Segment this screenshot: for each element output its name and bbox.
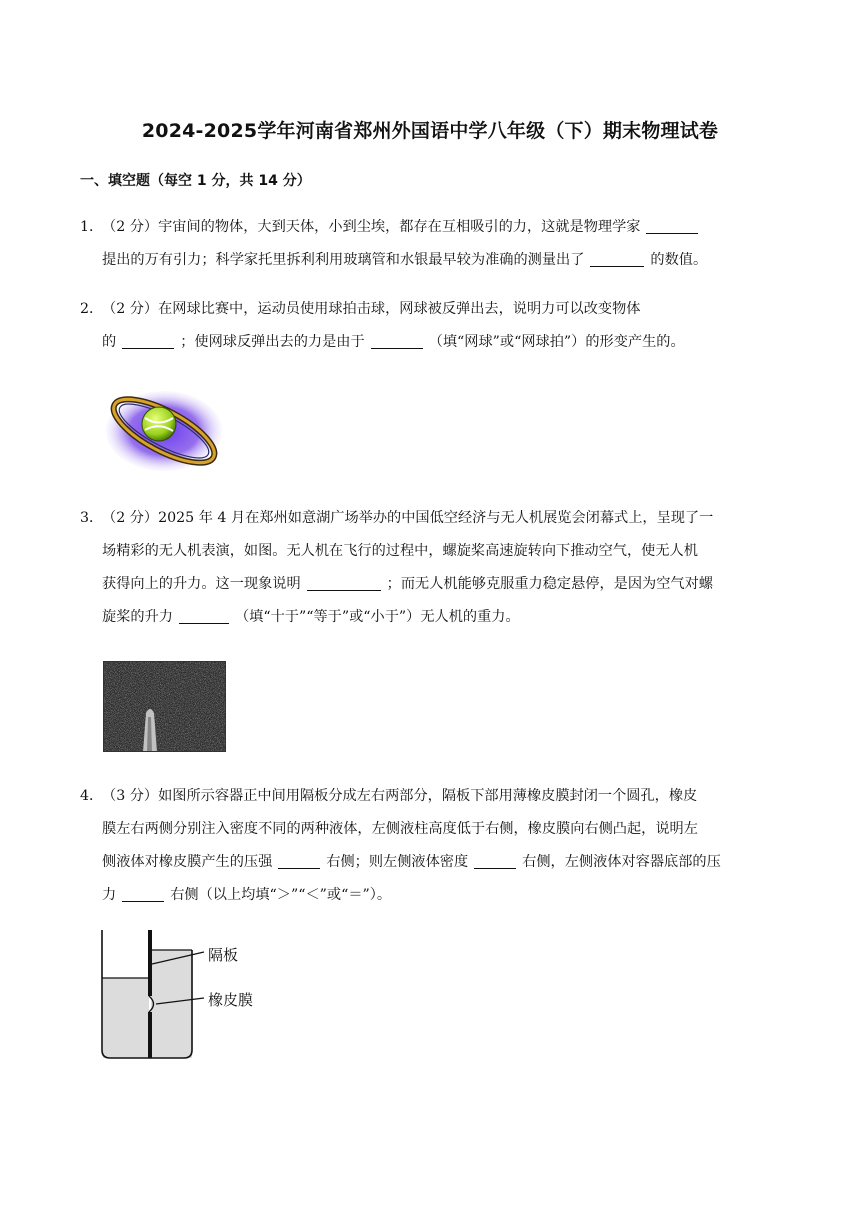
question-text: 提出的万有引力；科学家托里拆利利用玻璃管和水银最早较为准确的测量出了 [102,252,585,268]
left-liquid [103,978,149,1058]
question-text: （3 分）如图所示容器正中间用隔板分成左右两部分，隔板下部用薄橡皮膜封闭一个圆孔，橡皮 [102,788,698,804]
question-text: 获得向上的升力。这一现象说明 [102,576,301,592]
question-text: 右侧；则左侧液体密度 [326,854,469,870]
section-heading: 一、填空题（每空 1 分，共 14 分） [80,173,311,189]
question-text: 旋桨的升力 [102,609,173,625]
question-text: （2 分）宇宙间的物体，大到天体，小到尘埃，都存在互相吸引的力，这就是物理学家 [102,219,641,235]
question-text: ；使网球反弹出去的力是由于 [180,334,365,350]
question-text: （2 分）在网球比赛中，运动员使用球拍击球，网球被反弹出去，说明力可以改变物体 [102,301,641,317]
answer-blank[interactable] [122,885,164,902]
membrane-label: 橡皮膜 [208,991,254,1009]
answer-blank[interactable] [646,217,698,234]
question-text: 场精彩的无人机表演，如图。无人机在飞行的过程中，螺旋桨高速旋转向下推动空气，使无人机 [102,543,698,559]
question-text: （填“网球”或“网球拍”）的形变产生的。 [428,334,685,350]
answer-blank[interactable] [590,250,644,267]
drone-show-photo [103,661,226,752]
question-text: 右侧（以上均填“＞”“＜”或“＝”）。 [170,887,392,903]
answer-blank[interactable] [371,332,423,349]
answer-blank[interactable] [278,852,320,869]
question-text: 右侧，左侧液体对容器底部的压 [522,854,721,870]
partition-label: 隔板 [208,946,239,964]
answer-blank[interactable] [122,332,174,349]
question-number: 2． [80,301,104,317]
page-title: 2024-2025学年河南省郑州外国语中学八年级（下）期末物理试卷 [141,120,719,142]
question-text: 的数值。 [650,252,708,268]
question-text: 力 [102,887,117,903]
question-text: 侧液体对橡皮膜产生的压强 [102,854,273,870]
question-text: 膜左右两侧分别注入密度不同的两种液体，左侧液柱高度低于右侧，橡皮膜向右侧凸起，说明左 [102,821,698,837]
question-3 [80,502,780,634]
question-text: ；而无人机能够克服重力稳定悬停，是因为空气对螺 [386,576,713,592]
question-text: （填“十于”“等于”或“小于”）无人机的重力。 [234,609,520,625]
question-2 [80,293,780,359]
question-number: 1． [80,219,104,235]
container-figure [96,926,266,1062]
answer-blank[interactable] [474,852,516,869]
question-number: 3． [80,510,104,526]
question-number: 4． [80,788,104,804]
tennis-racket-figure [104,387,222,473]
answer-blank[interactable] [307,574,381,591]
answer-blank[interactable] [179,607,229,624]
question-1 [80,211,780,277]
question-text: （2 分）2025 年 4 月在郑州如意湖广场举办的中国低空经济与无人机展览会闭幕式上，呈现了一 [102,510,714,526]
question-text: 的 [102,334,117,350]
question-4 [80,780,780,912]
